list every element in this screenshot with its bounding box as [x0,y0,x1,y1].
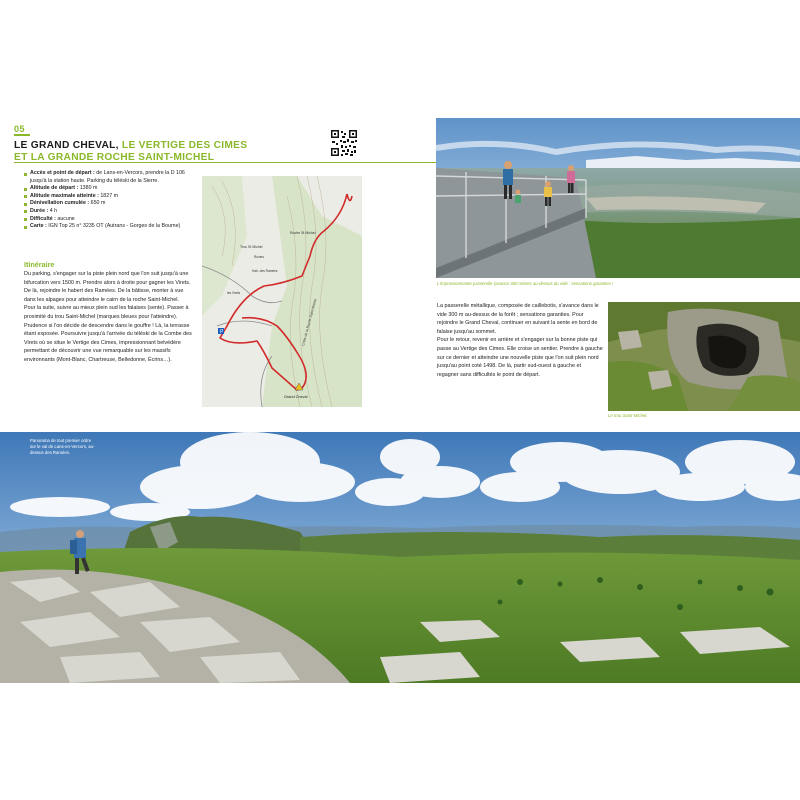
title-part-3: ET LA GRANDE ROCHE SAINT-MICHEL [14,151,215,163]
map-label-virets: les Virets [227,291,241,295]
info-elevation-gain: Dénivellation cumulée : 650 m [24,200,196,208]
map-label-ruines: Ruines [254,255,264,259]
info-max-altitude: Altitude maximale atteinte : 1827 m [24,193,196,201]
title-part-1: LE GRAND CHEVAL, [14,140,122,151]
info-map: Carte : IGN Top 25 n° 3235 OT (Autrans - Gorges de la Bourne) [24,223,196,231]
map-label-grand-cheval: Grand Cheval [284,395,308,399]
page-title [14,140,294,163]
route-info-list [24,170,196,231]
itinerary-heading: Itinéraire [24,260,55,269]
header-rule [14,162,436,163]
itinerary-text [24,270,196,365]
itinerary-paragraph-2: Pour la suite, suivre au mieux plein sud les falaises (sente). Passer à proximité du trou Saint-Michel (marques bleues pour l'atteindre). Prudence si l'on décide de descendre dans le gouffre ! Là, la terrasse étant exposée. Poursuivre jusqu'à l'arrivée du téléski de la Combe des Virets où se situe le Vertige des Cimes, impressionnant belvédère permettant de découvrir une vue remarquable sur les massifs environnants (Mont-Blanc, Chartreuse, Belledonne, Écrins…). [24,305,192,363]
info-access: Accès et point de départ : de Lans-en-Vercors, prendre la D 106 jusqu'à la station haute. Parking du téléski de la Sierre. [24,170,196,185]
info-duration: Durée : 4 h [24,208,196,216]
info-difficulty: Difficulté : aucune [24,216,196,224]
panorama-photo [0,432,800,683]
qr-code-icon[interactable] [330,129,358,157]
map-label-ramees: Hab. des Ramées [252,269,278,273]
right-body-text [437,302,603,379]
map-label-roche: Roche St Michel [290,231,316,235]
right-paragraph-1: La passerelle métallique, composée de caillebotis, s'avance dans le vide 300 m au-dessus de la forêt ; sensations garanties. Pour rejoindre le Grand Cheval, continuer en suivant la sente en bord de falaise jusqu'au sommet. [437,303,599,335]
map-label-crete: Crête de la Roche Saint-Michel [301,298,318,347]
chapter-rule [14,134,30,136]
cave-caption: Le trou Saint-Michel. [608,413,648,418]
cave-photo [608,302,800,411]
info-start-altitude: Altitude de départ : 1380 m [24,185,196,193]
title-part-2: LE VERTIGE DES CIMES [121,140,248,151]
itinerary-paragraph-1: Du parking, s'engager sur la piste plein nord que l'on suit jusqu'à une bifurcation vers 1500 m. Prendre alors à droite pour gagner les Virets. De là, rejoindre le habert des Ramées. De la bâtisse, monter à vue dans les alpages pour atteindre le cairn de la roche Saint-Michel. [24,271,191,303]
chapter-number: 05 [14,124,26,134]
skywalk-photo [436,118,800,278]
map-label-trou: Trou St Michel [240,245,263,249]
route-map [202,176,362,407]
right-paragraph-2: Pour le retour, revenir en arrière et s'engager sur la bonne piste qui passe au Vertige des Cimes. Elle croise un sentier. Prendre à gauche sur ce dernier et atteindre une nouvelle piste que l'on suit plein nord jusqu'au point coté 1498. De là, partir sud-ouest à gauche et regagner sans difficultés le point de départ. [437,337,603,378]
panorama-caption: Panorama de tout premier ordre sur le val de Lans-en-Vercors, au-dessus des Ramées. [30,438,95,455]
skywalk-caption: L'impressionnante passerelle (avance 300 mètres au-dessus du vide : sensations garanties ! [437,281,614,286]
svg-text:P: P [220,329,224,335]
